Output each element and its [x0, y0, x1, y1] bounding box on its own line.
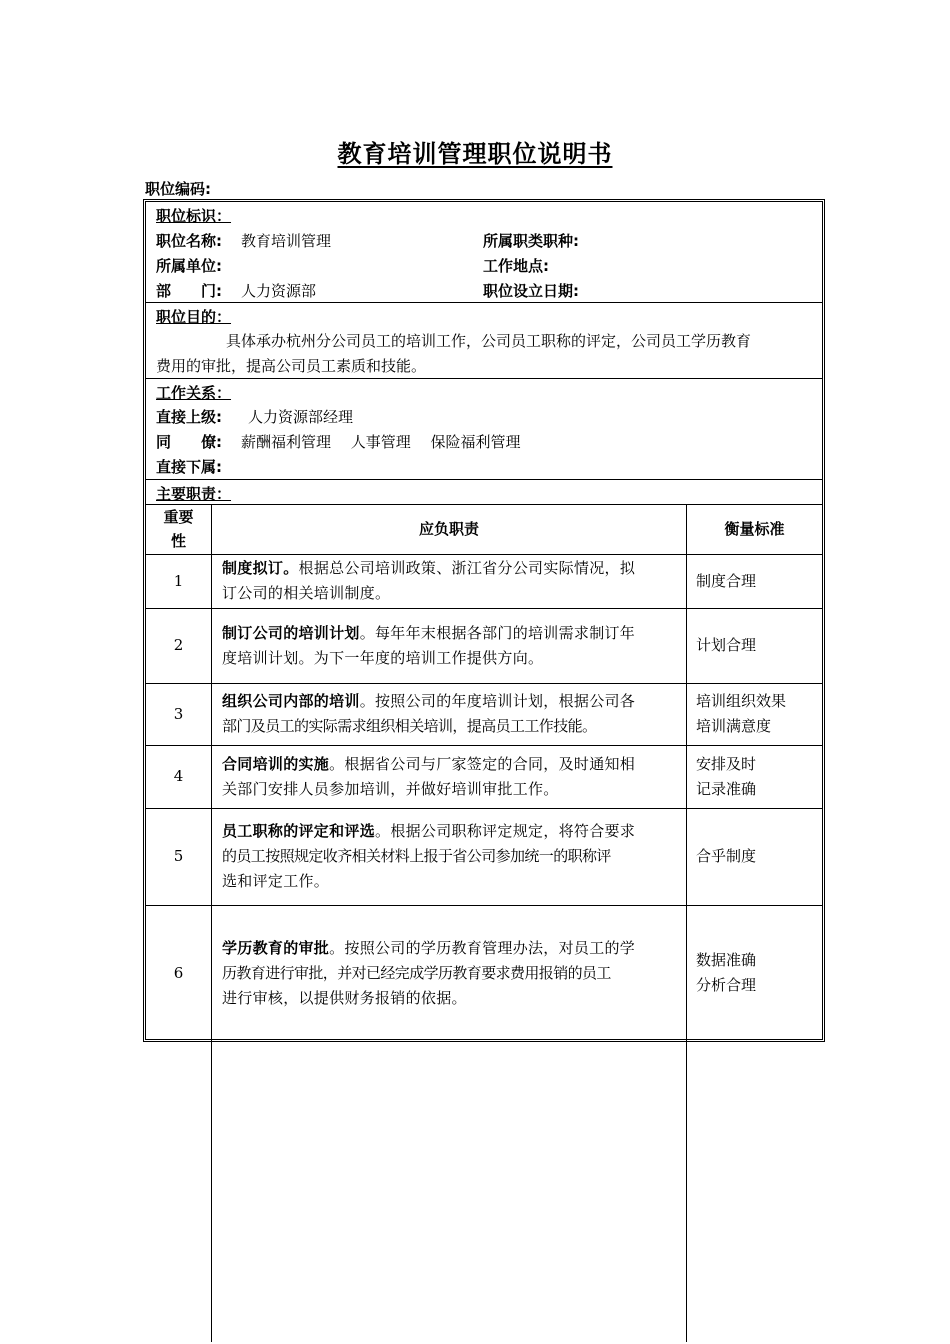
duty-text: 。根据省公司与厂家签定的合同，及时通知相: [329, 754, 636, 773]
row-importance: 2: [173, 636, 184, 654]
superior-value: 人力资源部经理: [248, 408, 354, 426]
row-importance: 6: [173, 963, 184, 982]
department-value: 人力资源部: [241, 282, 317, 300]
duty-lead: 员工职称的评定和评选: [222, 822, 376, 840]
duty-text: 部门及员工的实际需求组织相关培训，提高员工工作技能。: [222, 717, 597, 735]
duty-text: 历教育进行审批，并对已经完成学历教育要求费用报销的员工: [222, 963, 611, 982]
location-label: 工作地点:: [483, 257, 549, 275]
row-standard: [687, 608, 822, 683]
page-title: 教育培训管理职位说明书: [337, 140, 613, 168]
duties-heading: 主要职责：: [156, 485, 232, 503]
peers-value: 薪酬福利管理 人事管理 保险福利管理: [241, 433, 521, 451]
department-label: 部 门:: [156, 282, 222, 300]
duty-text: 关部门安排人员参加培训，并做好培训审批工作。: [222, 779, 559, 798]
row-importance: 3: [173, 704, 184, 723]
job-description-table: [143, 199, 825, 1042]
peers-label: 同 僚:: [156, 433, 222, 451]
row-responsibility: [212, 905, 687, 1041]
position-name-value: 教育培训管理: [241, 232, 332, 250]
duty-text: 。按照公司的年度培训计划，根据公司各: [359, 692, 636, 710]
identity-heading: 职位标识：: [156, 207, 232, 225]
duty-text: 的员工按照规定收齐相关材料上报于省公司参加统一的职称评: [222, 847, 611, 865]
row-standard: [687, 683, 822, 745]
duty-text: 选和评定工作。: [222, 872, 330, 890]
standard-text: 合乎制度: [696, 847, 757, 865]
duty-text: 进行审核，以提供财务报销的依据。: [222, 988, 467, 1007]
row-responsibility: [212, 554, 687, 608]
row-responsibility: [212, 683, 687, 745]
duty-lead: 制度拟订。: [222, 559, 299, 577]
purpose-heading: 职位目的：: [156, 308, 232, 326]
position-name-label: 职位名称:: [156, 232, 222, 250]
duty-lead: 学历教育的审批: [222, 938, 330, 957]
position-code-label: 职位编码:: [145, 180, 211, 198]
setup-date-label: 职位设立日期:: [483, 282, 579, 300]
standard-text: 计划合理: [696, 636, 757, 654]
column-header-standard: 衡量标准: [724, 519, 785, 538]
duty-text: 度培训计划。为下一年度的培训工作提供方向。: [222, 648, 544, 667]
row-standard: [687, 808, 822, 905]
column-header-responsibility: 应负职责: [418, 519, 479, 538]
unit-label: 所属单位:: [156, 257, 222, 275]
standard-text: 安排及时: [696, 754, 757, 773]
duty-lead: 组织公司内部的培训: [222, 692, 360, 710]
duty-text: 。每年年末根据各部门的培训需求制订年: [359, 623, 636, 642]
row-importance: 1: [173, 571, 184, 590]
standard-text: 培训满意度: [696, 717, 772, 735]
row-importance: 4: [173, 767, 184, 785]
row-standard: [687, 554, 822, 608]
category-label: 所属职类职种:: [483, 232, 579, 250]
duty-text: 。按照公司的学历教育管理办法，对员工的学: [329, 938, 636, 957]
purpose-line-2: 费用的审批，提高公司员工素质和技能。: [156, 357, 427, 375]
row-responsibility: [212, 745, 687, 808]
duty-text: 。根据公司职称评定规定，将符合要求: [375, 822, 636, 840]
row-standard: [687, 745, 822, 808]
divider: [146, 302, 822, 303]
header-text: 性: [170, 532, 186, 550]
duty-text: 根据总公司培训政策、浙江省分公司实际情况，拟: [298, 559, 636, 577]
row-standard: [687, 905, 822, 1041]
duty-text: 订公司的相关培训制度。: [222, 584, 391, 602]
duty-lead: 制订公司的培训计划: [222, 623, 360, 642]
standard-text: 制度合理: [696, 571, 757, 590]
row-responsibility: [212, 808, 687, 905]
duty-lead: 合同培训的实施: [222, 754, 330, 773]
row-responsibility: [212, 608, 687, 683]
standard-text: 分析合理: [696, 976, 757, 994]
relations-heading: 工作关系：: [156, 384, 232, 402]
header-text: 重要: [163, 508, 194, 526]
divider: [146, 479, 822, 480]
subordinate-label: 直接下属:: [156, 458, 222, 476]
divider: [146, 378, 822, 379]
purpose-line-1: 具体承办杭州分公司员工的培训工作，公司员工职称的评定，公司员工学历教育: [226, 332, 752, 350]
superior-label: 直接上级:: [156, 408, 222, 426]
standard-text: 记录准确: [696, 779, 757, 798]
standard-text: 数据准确: [696, 951, 757, 969]
standard-text: 培训组织效果: [696, 692, 787, 710]
row-importance: 5: [173, 847, 184, 865]
column-header-importance: [146, 504, 211, 554]
